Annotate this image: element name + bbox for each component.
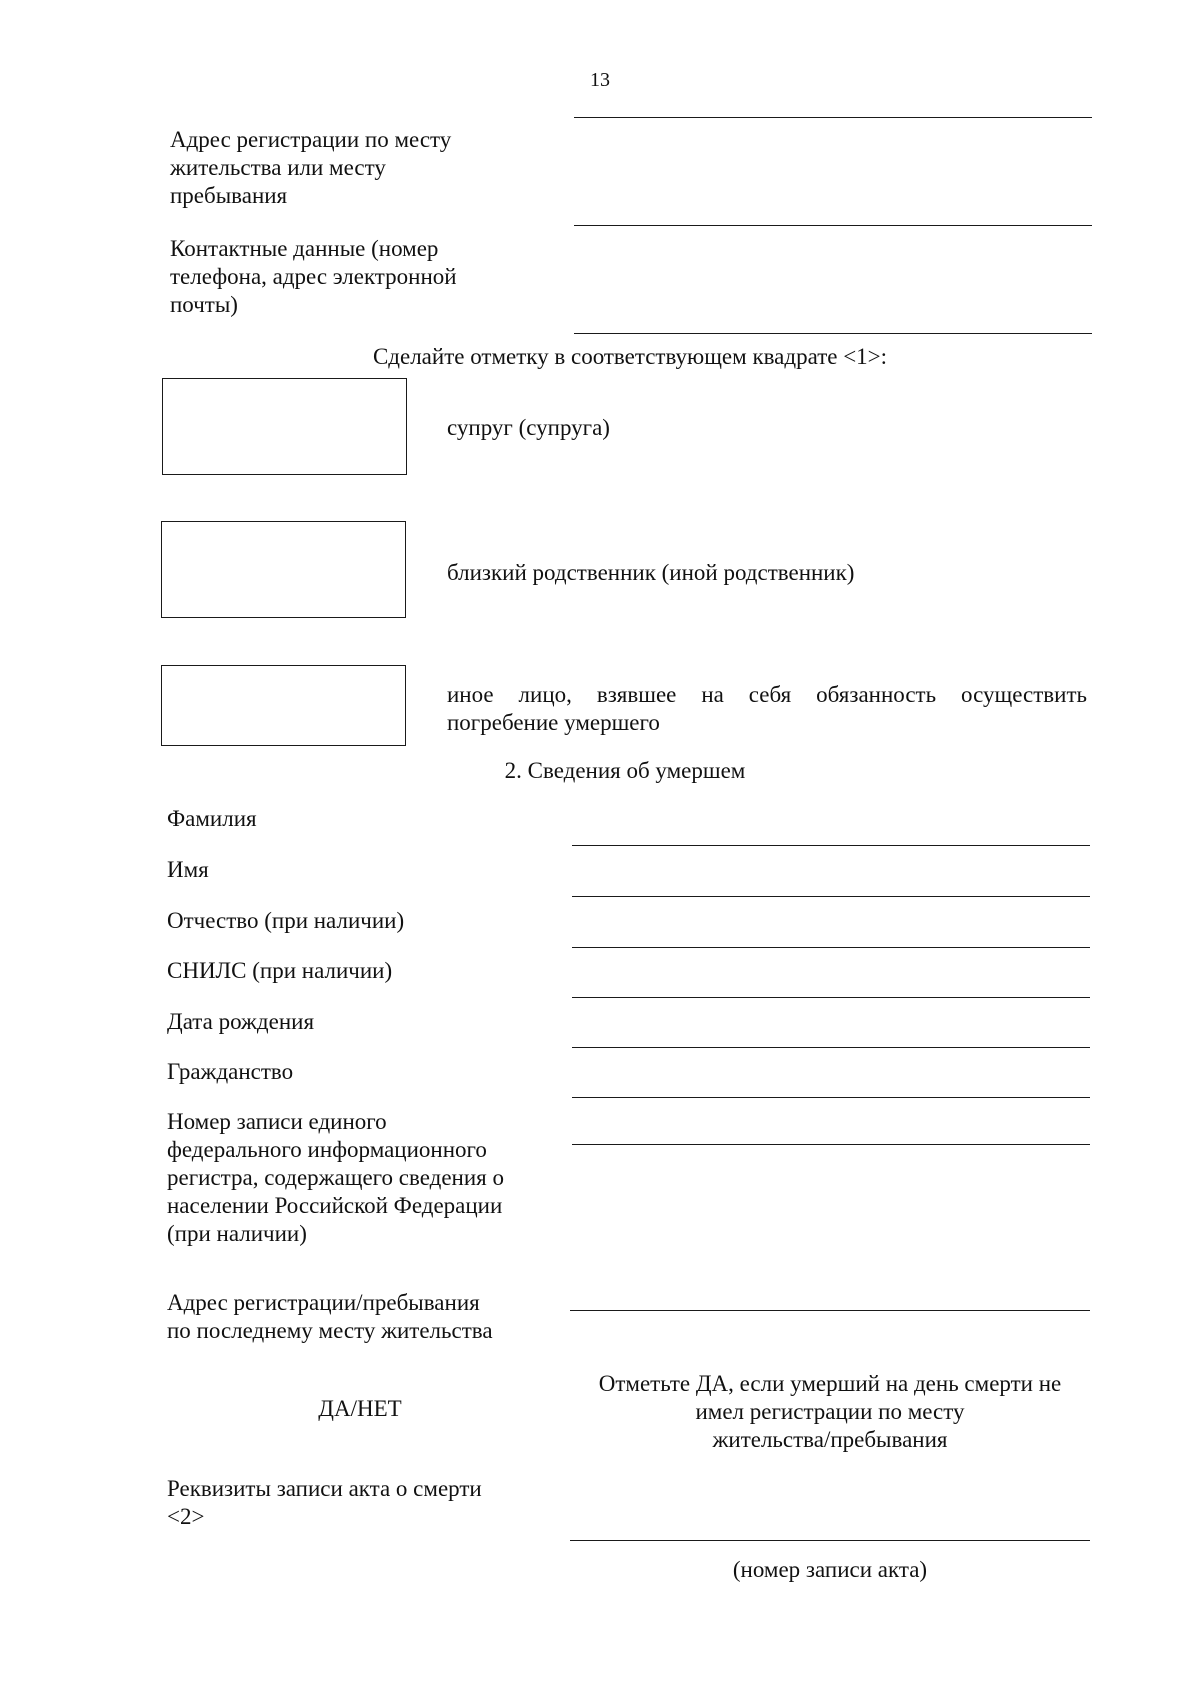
citizenship-label: Гражданство xyxy=(167,1059,294,1084)
register-record-label: Номер записи единого федерального информационного регистра, содержащего сведения о населении Российской Федерации (при наличии) xyxy=(167,1109,504,1246)
death-record-line[interactable] xyxy=(570,1540,1090,1541)
yes-no-label[interactable]: ДА/НЕТ xyxy=(318,1396,402,1421)
other-person-checkbox[interactable] xyxy=(161,665,406,746)
name-line[interactable] xyxy=(572,896,1090,897)
last-address-label: Адрес регистрации/пребывания по последнему месту жительства xyxy=(167,1290,493,1343)
spouse-option-label: супруг (супруга) xyxy=(447,415,610,440)
patronymic-line[interactable] xyxy=(572,947,1090,948)
birth-date-line[interactable] xyxy=(572,1047,1090,1048)
register-record-line[interactable] xyxy=(572,1144,1090,1145)
death-record-label: Реквизиты записи акта о смерти <2> xyxy=(167,1476,482,1529)
registration-address-line[interactable] xyxy=(574,225,1092,226)
relative-checkbox[interactable] xyxy=(161,521,406,618)
surname-line[interactable] xyxy=(572,845,1090,846)
yes-no-note: Отметьте ДА, если умерший на день смерти не имел регистрации по месту жительства/пребывания xyxy=(598,1371,1062,1452)
snils-label: СНИЛС (при наличии) xyxy=(167,958,393,983)
last-address-line[interactable] xyxy=(570,1310,1090,1311)
relative-option-label: близкий родственник (иной родственник) xyxy=(447,560,855,585)
contact-data-label: Контактные данные (номер телефона, адрес электронной почты) xyxy=(170,236,457,317)
contact-data-line[interactable] xyxy=(574,333,1092,334)
applicant-top-line xyxy=(574,117,1092,118)
birth-date-label: Дата рождения xyxy=(167,1009,315,1034)
patronymic-label: Отчество (при наличии) xyxy=(167,908,405,933)
registration-address-label: Адрес регистрации по месту жительства или месту пребывания xyxy=(170,127,452,208)
deceased-section-title: 2. Сведения об умершем xyxy=(504,758,746,783)
mark-instruction: Сделайте отметку в соответствующем квадрате <1>: xyxy=(372,344,888,369)
name-label: Имя xyxy=(167,857,209,882)
other-person-option-label: иное лицо, взявшее на себя обязанность осуществить погребение умершего xyxy=(447,682,1087,735)
citizenship-line[interactable] xyxy=(572,1097,1090,1098)
spouse-checkbox[interactable] xyxy=(162,378,407,475)
page-number: 13 xyxy=(590,69,610,91)
surname-label: Фамилия xyxy=(167,806,257,831)
snils-line[interactable] xyxy=(572,997,1090,998)
death-record-caption: (номер записи акта) xyxy=(732,1557,928,1582)
